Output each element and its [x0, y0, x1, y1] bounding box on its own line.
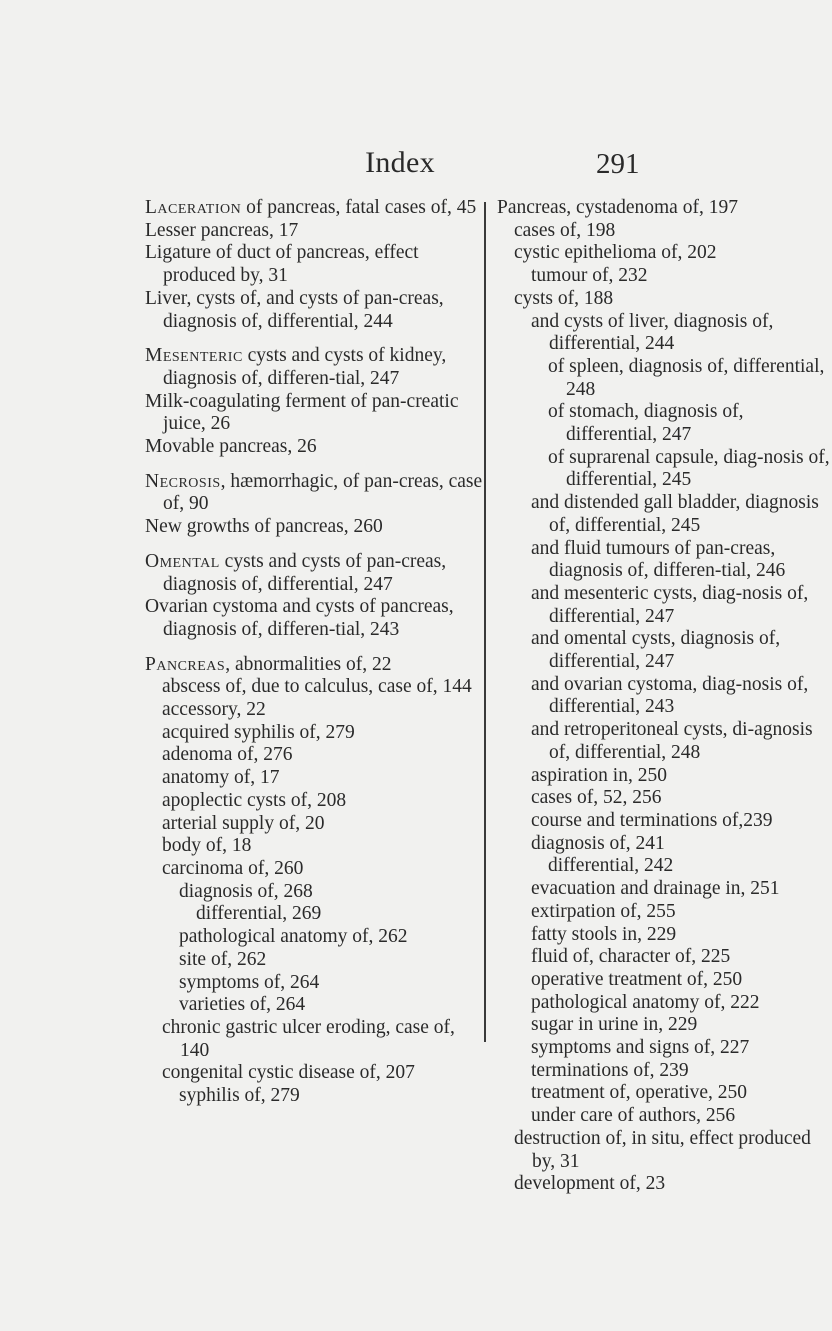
index-entry-text: fluid of, character of, 225: [531, 946, 731, 968]
index-entry: [531, 969, 832, 992]
index-entry-headword: Necrosis: [145, 470, 221, 492]
index-entry: [145, 471, 483, 516]
index-entry-text: site of, 262: [179, 948, 267, 970]
index-entry-text: carcinoma of, 260: [162, 857, 304, 879]
index-entry-text: acquired syphilis of, 279: [162, 721, 355, 743]
index-column-right: [497, 197, 832, 1196]
index-entry-text: of pancreas, fatal cases of, 45: [241, 197, 477, 218]
index-entry: [531, 810, 832, 833]
index-group: [497, 197, 832, 1196]
index-entry: [531, 833, 832, 856]
index-entry-text: apoplectic cysts of, 208: [162, 789, 347, 811]
index-entry-headword: Laceration: [145, 197, 242, 218]
index-entry: [497, 197, 832, 220]
index-entry-text: fatty stools in, 229: [531, 923, 677, 945]
index-entry-text: of suprarenal capsule, diag-nosis of, differential, 245: [548, 446, 830, 491]
index-entry-text: Movable pancreas, 26: [145, 436, 317, 458]
index-entry-text: symptoms of, 264: [179, 971, 320, 993]
index-entry: [162, 676, 483, 699]
index-entry: [145, 436, 483, 459]
index-entry: [531, 1105, 832, 1128]
index-entry-text: Pancreas, cystadenoma of, 197: [497, 197, 738, 218]
index-entry-text: , hæmorrhagic, of pan-creas, case of, 90: [163, 470, 483, 515]
index-entry-text: evacuation and drainage in, 251: [531, 878, 780, 900]
index-entry-text: terminations of, 239: [531, 1059, 689, 1081]
index-entry: [162, 699, 483, 722]
index-entry: [162, 1062, 483, 1085]
index-entry-text: and distended gall bladder, diagnosis of, differential, 245: [531, 492, 819, 536]
index-entry-text: varieties of, 264: [179, 994, 306, 1016]
index-entry: [179, 949, 483, 972]
index-entry: [514, 1128, 832, 1173]
index-entry: [548, 356, 832, 401]
index-entry: [548, 401, 832, 446]
index-group: [145, 345, 483, 459]
index-entry-text: tumour of, 232: [531, 265, 648, 287]
index-entry-text: of stomach, diagnosis of, differential, 247: [548, 401, 744, 446]
index-entry: [162, 813, 483, 836]
index-entry-text: syphilis of, 279: [179, 1085, 300, 1107]
index-entry: [531, 674, 832, 719]
index-entry: [162, 835, 483, 858]
index-entry: [531, 719, 832, 764]
index-entry-headword: Pancreas: [145, 653, 226, 675]
index-entry: [162, 790, 483, 813]
index-entry-text: treatment of, operative, 250: [531, 1082, 748, 1104]
index-group: [145, 654, 483, 1108]
index-entry: [531, 765, 832, 788]
index-entry-text: accessory, 22: [162, 699, 266, 721]
index-entry-text: diagnosis of, 268: [179, 880, 313, 902]
index-entry-text: and omental cysts, diagnosis of, differential, 247: [531, 628, 781, 673]
index-entry: [531, 628, 832, 673]
index-entry: [531, 992, 832, 1015]
index-entry: [179, 881, 483, 904]
index-entry-text: Liver, cysts of, and cysts of pan-creas, diagnosis of, differential, 244: [145, 287, 444, 332]
index-entry: [196, 903, 483, 926]
index-entry: [179, 994, 483, 1017]
index-group: [145, 197, 483, 333]
index-entry-text: adenoma of, 276: [162, 744, 293, 766]
index-entry-text: symptoms and signs of, 227: [531, 1037, 750, 1059]
page-number: 291: [596, 148, 640, 180]
index-entry-text: abscess of, due to calculus, case of, 144: [162, 676, 472, 698]
index-entry: [531, 265, 832, 288]
index-entry-text: chronic gastric ulcer eroding, case of, 140: [162, 1016, 455, 1061]
index-entry-text: Ovarian cystoma and cysts of pancreas, diagnosis of, differen-tial, 243: [145, 596, 454, 640]
index-entry: [145, 596, 483, 641]
index-entry: [531, 787, 832, 810]
page-title: Index: [365, 146, 435, 179]
index-entry-text: under care of authors, 256: [531, 1105, 736, 1127]
index-entry-text: course and terminations of,239: [531, 809, 773, 831]
index-entry: [531, 538, 832, 583]
index-entry: [531, 924, 832, 947]
index-entry: [531, 878, 832, 901]
index-entry-headword: Mesenteric: [145, 345, 243, 367]
index-entry: [548, 855, 832, 878]
index-entry: [162, 767, 483, 790]
index-entry: [531, 1082, 832, 1105]
index-entry: [514, 220, 832, 243]
index-entry: [514, 242, 832, 265]
index-entry-text: cysts of, 188: [514, 287, 614, 309]
index-entry: [145, 197, 483, 220]
index-entry: [162, 722, 483, 745]
index-entry-text: Milk-coagulating ferment of pan-creatic juice, 26: [145, 390, 459, 435]
index-group: [145, 471, 483, 539]
index-column-left: [145, 197, 483, 1108]
index-entry-text: aspiration in, 250: [531, 764, 667, 786]
column-divider: [484, 202, 486, 1042]
index-entry-text: sugar in urine in, 229: [531, 1014, 698, 1036]
index-entry-text: Ligature of duct of pancreas, effect produced by, 31: [145, 242, 419, 287]
index-entry-text: arterial supply of, 20: [162, 812, 325, 834]
index-entry: [145, 391, 483, 436]
index-entry-text: differential, 242: [548, 855, 674, 877]
index-entry: [531, 1037, 832, 1060]
index-entry-text: cysts and cysts of pan-creas, diagnosis of, differential, 247: [163, 550, 447, 595]
index-entry: [162, 858, 483, 881]
index-entry: [531, 1014, 832, 1037]
index-entry-text: congenital cystic disease of, 207: [162, 1062, 415, 1084]
index-entry: [514, 1173, 832, 1196]
index-entry: [162, 1017, 483, 1062]
index-entry: [531, 901, 832, 924]
index-entry: [514, 288, 832, 311]
index-entry: [531, 311, 832, 356]
index-entry-text: diagnosis of, 241: [531, 832, 665, 854]
index-entry-text: New growths of pancreas, 260: [145, 516, 383, 538]
index-entry-text: , abnormalities of, 22: [225, 653, 392, 675]
index-entry: [145, 288, 483, 333]
index-entry: [531, 946, 832, 969]
index-entry-text: and fluid tumours of pan-creas, diagnosis of, differen-tial, 246: [531, 537, 786, 582]
index-entry-text: of spleen, diagnosis of, differential, 248: [548, 355, 825, 400]
index-entry: [531, 492, 832, 537]
index-entry: [162, 744, 483, 767]
index-entry-text: cases of, 52, 256: [531, 787, 662, 809]
index-entry-text: pathological anatomy of, 222: [531, 991, 760, 1013]
index-entry: [531, 1060, 832, 1083]
index-entry: [179, 972, 483, 995]
index-entry-text: destruction of, in situ, effect produced by, 31: [514, 1127, 811, 1172]
index-entry: [145, 242, 483, 287]
index-entry-text: anatomy of, 17: [162, 767, 280, 789]
index-entry-text: body of, 18: [162, 835, 252, 857]
index-entry-text: cases of, 198: [514, 219, 616, 241]
index-entry-text: and mesenteric cysts, diag-nosis of, differential, 247: [531, 582, 809, 627]
index-entry-text: extirpation of, 255: [531, 900, 676, 922]
index-entry: [145, 220, 483, 243]
index-entry: [145, 551, 483, 596]
index-entry: [531, 583, 832, 628]
index-entry-text: pathological anatomy of, 262: [179, 926, 408, 948]
index-entry-text: cystic epithelioma of, 202: [514, 242, 717, 264]
index-entry-text: differential, 269: [196, 903, 322, 925]
index-entry: [179, 926, 483, 949]
index-entry-text: and cysts of liver, diagnosis of, differential, 244: [531, 310, 774, 355]
index-entry-text: cysts and cysts of kidney, diagnosis of, differen-tial, 247: [163, 345, 447, 389]
index-entry-text: development of, 23: [514, 1173, 666, 1195]
index-entry: [179, 1085, 483, 1108]
index-entry-headword: Omental: [145, 550, 220, 572]
index-entry-text: operative treatment of, 250: [531, 968, 743, 990]
index-group: [145, 551, 483, 642]
index-entry: [548, 447, 832, 492]
index-entry-text: Lesser pancreas, 17: [145, 219, 299, 241]
index-entry: [145, 654, 483, 677]
index-entry: [145, 345, 483, 390]
index-entry-text: and ovarian cystoma, diag-nosis of, differential, 243: [531, 673, 809, 718]
index-entry-text: and retroperitoneal cysts, di-agnosis of, differential, 248: [531, 719, 813, 763]
page-header: [0, 146, 800, 186]
index-entry: [145, 516, 483, 539]
